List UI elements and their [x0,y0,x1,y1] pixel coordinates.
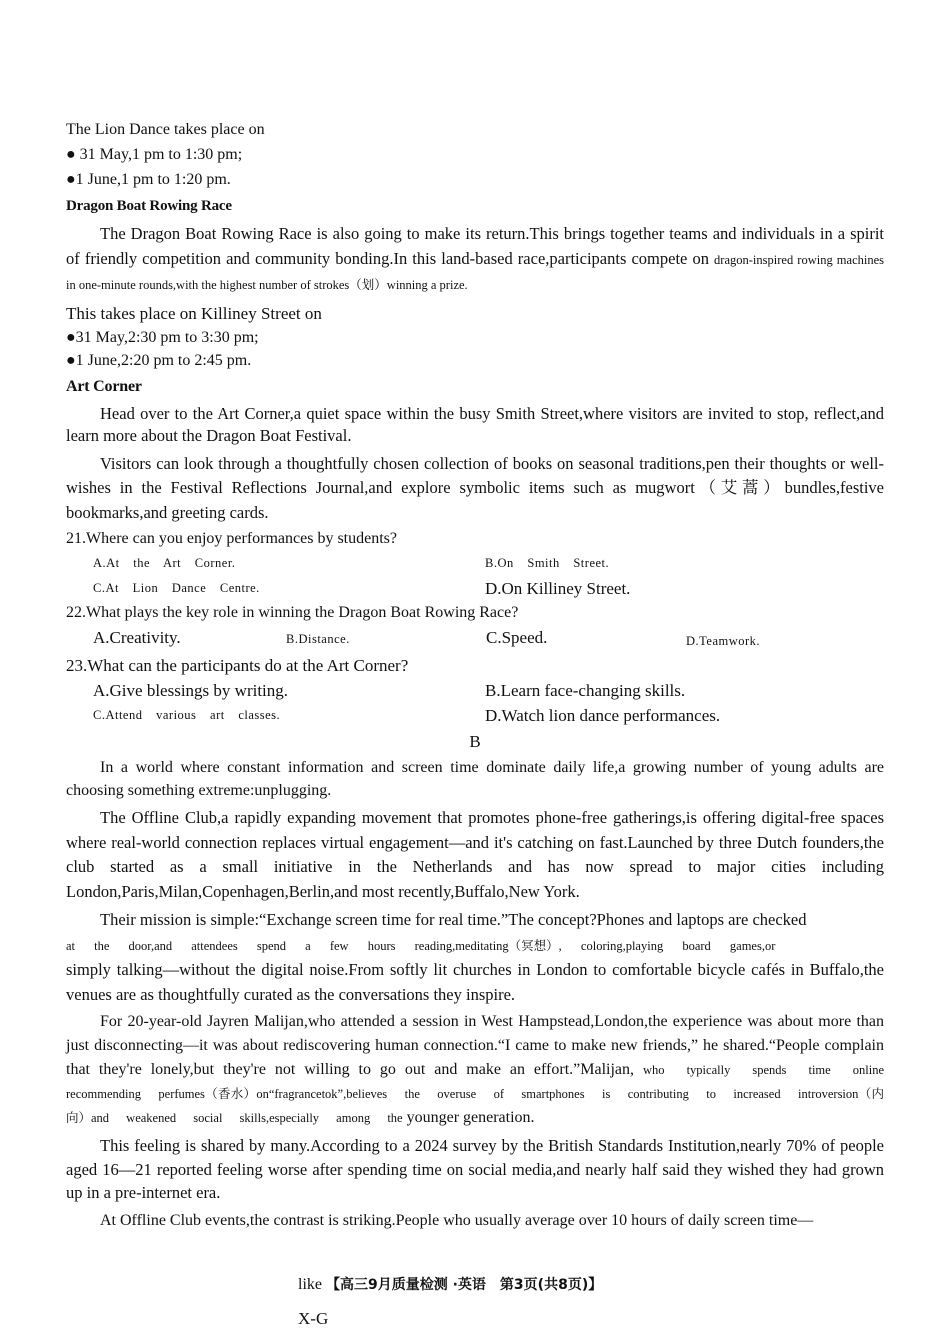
lion-dance-time-2: ●1 June,1 pm to 1:20 pm. [66,171,231,188]
question-22: 22.What plays the key role in winning the Dragon Boat Rowing Race? [66,604,519,621]
lion-dance-intro: The Lion Dance takes place on [66,121,265,138]
passage-b-p3-small: at the door,and attendees spend a few hours reading,meditating（冥想）, coloring,playing board games,or [66,938,776,953]
lion-dance-time-1: ● 31 May,1 pm to 1:30 pm; [66,146,243,163]
dragon-boat-text-small: dragon-inspired rowing machines in one-minute rounds,with the highest number of strokes（划）winning a prize. [66,252,884,292]
footer-title: 【高三9月质量检测 ·英语 第3页(共8页)】 [326,1277,603,1293]
dragon-boat-location: This takes place on Killiney Street on [66,303,322,323]
q21-option-a: A.At the Art Corner. [93,556,236,570]
q21-option-b: B.On Smith Street. [485,556,610,570]
question-21: 21.Where can you enjoy performances by students? [66,530,397,547]
section-heading-art-corner: Art Corner [66,377,142,395]
q23-option-a: A.Give blessings by writing. [93,681,289,700]
question-23-options [66,678,884,728]
q23-option-b: B.Learn face-changing skills. [485,681,686,700]
q21-option-c: C.At Lion Dance Centre. [93,581,260,595]
question-22-options [66,625,884,654]
q22-option-a: A.Creativity. [93,628,181,647]
passage-b-paragraph-3 [66,908,884,1007]
question-21-options [66,551,884,601]
dragon-boat-paragraph [66,222,884,298]
passage-b-paragraph-4 [66,1010,884,1130]
passage-b-p3-text-cont: simply talking—without the digital noise.From softly lit churches in London to comfortable bicycle cafés in Buffalo,the venues are as thoughtfully curated as the conversations they inspire. [66,960,884,1004]
q23-option-d: D.Watch lion dance performances. [485,706,721,725]
dragon-boat-time-1: ●31 May,2:30 pm to 3:30 pm; [66,328,259,346]
passage-b-paragraph-2: The Offline Club,a rapidly expanding movement that promotes phone-free gatherings,is offering digital-free spaces where real-world connection replaces virtual engagement—and it's catching on fast.Launched by three Dutch founders,the club started as a small initiative in the Netherlands and has now spread to major cities including London,Paris,Milan,Copenhagen,Berlin,and most recently,Buffalo,New York. [66,808,884,901]
page-footer [298,1274,602,1296]
q23-option-c: C.Attend various art classes. [93,708,281,722]
exam-code: X-G [298,1309,329,1328]
art-corner-paragraph-1: Head over to the Art Corner,a quiet space within the busy Smith Street,where visitors are invited to stop, reflect,and learn more about the Dragon Boat Festival. [66,403,884,445]
section-heading-dragon-boat: Dragon Boat Rowing Race [66,198,232,214]
passage-b-p3-text: Their mission is simple:“Exchange screen time for real time.”The concept?Phones and laptops are checked [100,910,807,929]
passage-b-paragraph-1: In a world where constant information and screen time dominate daily life,a growing number of young adults are choosing something extreme:unplugging. [66,759,884,799]
q22-option-c: C.Speed. [486,628,548,647]
dragon-boat-text: The Dragon Boat Rowing Race is also going to make its return.This brings together teams and individuals in a spirit of friendly competition and community bonding.In this land-based race,participants compete on [66,224,884,268]
question-23: 23.What can the participants do at the Art Corner? [66,656,409,675]
exam-page [66,118,884,1237]
art-corner-paragraph-2: Visitors can look through a thoughtfully chosen collection of books on seasonal traditions,pen their thoughts or well-wishes in the Festival Reflections Journal,and explore symbolic items such as mugwort（艾蒿）bundles,festive bookmarks,and greeting cards. [66,453,884,522]
q22-option-d: D.Teamwork. [686,634,761,648]
passage-b-paragraph-6: At Offline Club events,the contrast is striking.People who usually average over 10 hours of daily screen time— [100,1211,814,1229]
passage-b-p4-text-cont: younger generation. [406,1109,535,1126]
q22-option-b: B.Distance. [286,632,350,646]
passage-b-paragraph-5: This feeling is shared by many.According to a 2024 survey by the British Standards Institution,nearly 70% of people aged 16—21 reported feeling worse after spending time on social media,and nearly half said they wished they had grown up in a pre-internet era. [66,1136,884,1202]
q21-option-d: D.On Killiney Street. [485,579,631,598]
passage-b-label: B [469,732,481,751]
dragon-boat-time-2: ●1 June,2:20 pm to 2:45 pm. [66,351,252,369]
footer-lead: like [298,1276,322,1293]
passage-b-p4-text: For 20-year-old Jayren Malijan,who attended a session in West Hampstead,London,the experience was about more than just disconnecting—it was about rediscovering human connection.“I came to make new friends,” he shared.“People complain that they're lonely,but they're not willing to go out and make an effort.”Malijan, [66,1013,884,1078]
passage-b-p4-small: who typically spends time online recommending perfumes（香水）on“fragrancetok”,believes the overuse of smartphones is contributing to increased introversion（内向）and weakened social skills,especially among the [66,1063,884,1125]
